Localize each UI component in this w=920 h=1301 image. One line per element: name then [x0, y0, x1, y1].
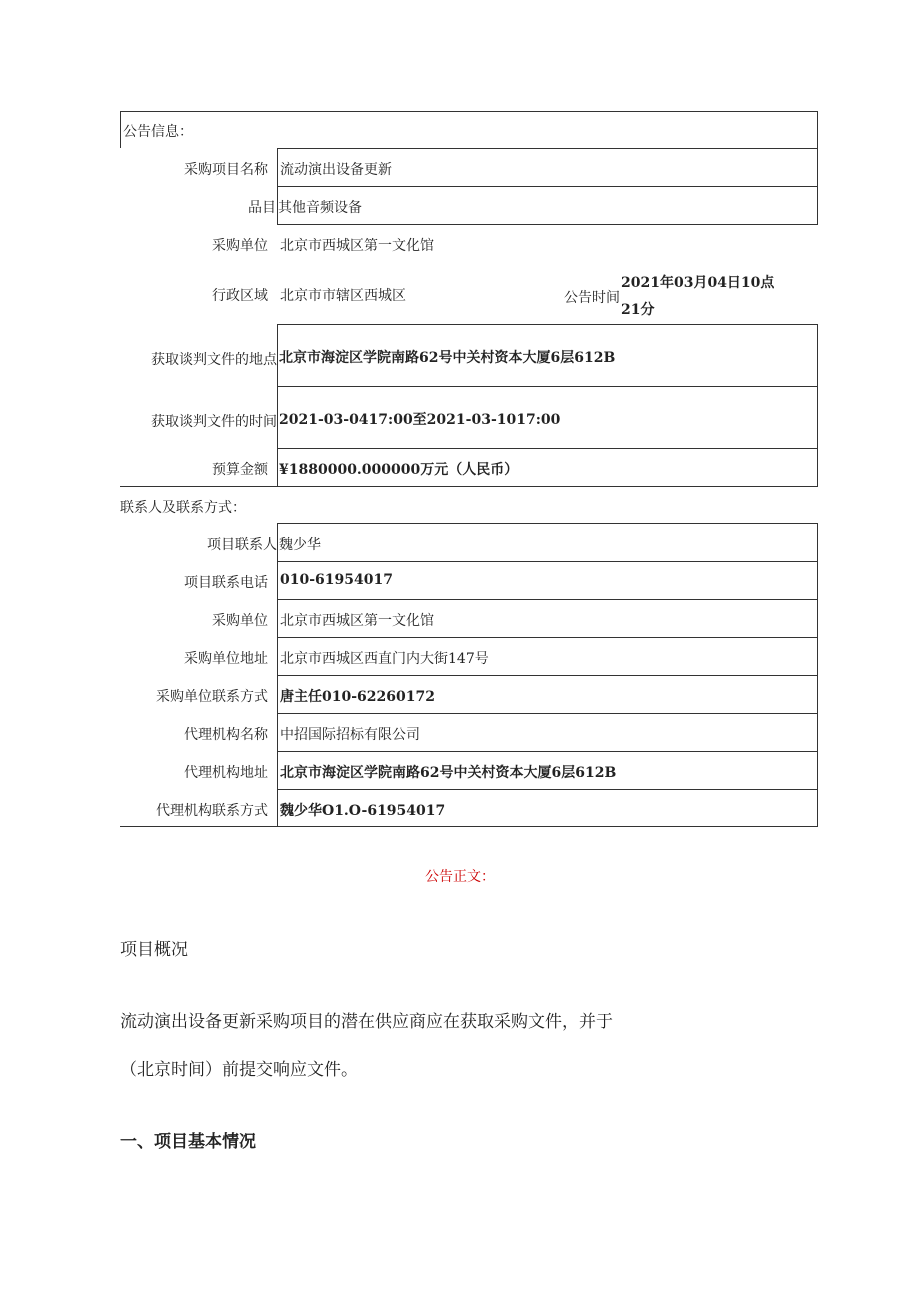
publish-time-label: 公告时间	[564, 290, 620, 306]
project-name-label: 采购项目名称	[184, 162, 268, 178]
region-value: 北京市市辖区西城区	[280, 288, 406, 304]
agency-contact-value: 魏少华O1.O-61954017	[280, 803, 446, 819]
table-border	[277, 386, 818, 387]
table-border	[120, 111, 121, 148]
table-border	[817, 111, 818, 224]
agency-address-label: 代理机构地址	[184, 765, 268, 781]
purchaser-label: 采购单位	[212, 238, 268, 254]
table-border	[120, 826, 818, 827]
table-border	[277, 324, 818, 325]
budget-value: ¥1880000.000000万元（人民币）	[279, 462, 519, 478]
contact-purchaser-label: 采购单位	[212, 613, 268, 629]
agency-contact-label: 代理机构联系方式	[156, 803, 268, 819]
agency-name-label: 代理机构名称	[184, 727, 268, 743]
table-border	[277, 675, 818, 676]
category-value: 其他音频设备	[278, 200, 362, 216]
budget-label: 预算金额	[212, 462, 268, 478]
table-border	[277, 324, 278, 486]
table-border	[277, 561, 818, 562]
announcement-header: 公告信息：	[123, 124, 193, 140]
purchaser-contact-value: 唐主任010-62260172	[280, 689, 435, 705]
overview-heading: 项目概况	[120, 940, 188, 960]
agency-address-value: 北京市海淀区学院南路62号中关村资本大厦6层612B	[280, 765, 617, 781]
section1-heading: 一、项目基本情况	[120, 1132, 256, 1152]
region-label: 行政区域	[212, 288, 268, 304]
contacts-header: 联系人及联系方式：	[120, 500, 246, 516]
purchaser-address-label: 采购单位地址	[184, 651, 268, 667]
project-contact-value: 魏少华	[279, 537, 321, 553]
doc-place-value: 北京市海淀区学院南路62号中关村资本大厦6层612B	[279, 350, 616, 366]
body-paragraph-line1: 流动演出设备更新采购项目的潜在供应商应在获取采购文件，并于	[120, 1012, 613, 1032]
purchaser-address-value: 北京市西城区西直门内大街147号	[280, 651, 489, 667]
project-contact-label: 项目联系人	[207, 537, 277, 553]
table-border	[277, 186, 818, 187]
table-border	[277, 637, 818, 638]
table-border	[277, 224, 818, 225]
table-border	[277, 713, 818, 714]
project-phone-label: 项目联系电话	[184, 575, 268, 591]
category-label: 品目	[248, 200, 276, 216]
contact-purchaser-value: 北京市西城区第一文化馆	[280, 613, 434, 629]
doc-place-label: 获取谈判文件的地点	[151, 352, 277, 368]
table-border	[817, 324, 818, 486]
publish-time-value-line1: 2021年03月04日10点	[621, 275, 775, 291]
notice-title: 公告正文：	[425, 869, 495, 885]
doc-time-value: 2021-03-0417:00至2021-03-1017:00	[279, 412, 561, 428]
table-border	[277, 523, 818, 524]
table-border	[120, 111, 818, 112]
doc-time-label: 获取谈判文件的时间	[151, 414, 277, 430]
publish-time-value-line2: 21分	[621, 302, 655, 318]
purchaser-contact-label: 采购单位联系方式	[156, 689, 268, 705]
table-border	[120, 486, 818, 487]
body-paragraph-line2: （北京时间）前提交响应文件。	[120, 1060, 358, 1080]
table-border	[277, 789, 818, 790]
table-border	[277, 148, 818, 149]
project-name-value: 流动演出设备更新	[280, 162, 392, 178]
agency-name-value: 中招国际招标有限公司	[280, 727, 420, 743]
table-border	[277, 599, 818, 600]
purchaser-value: 北京市西城区第一文化馆	[280, 238, 434, 254]
table-border	[277, 448, 818, 449]
project-phone-value: 010-61954017	[280, 572, 393, 588]
table-border	[277, 751, 818, 752]
